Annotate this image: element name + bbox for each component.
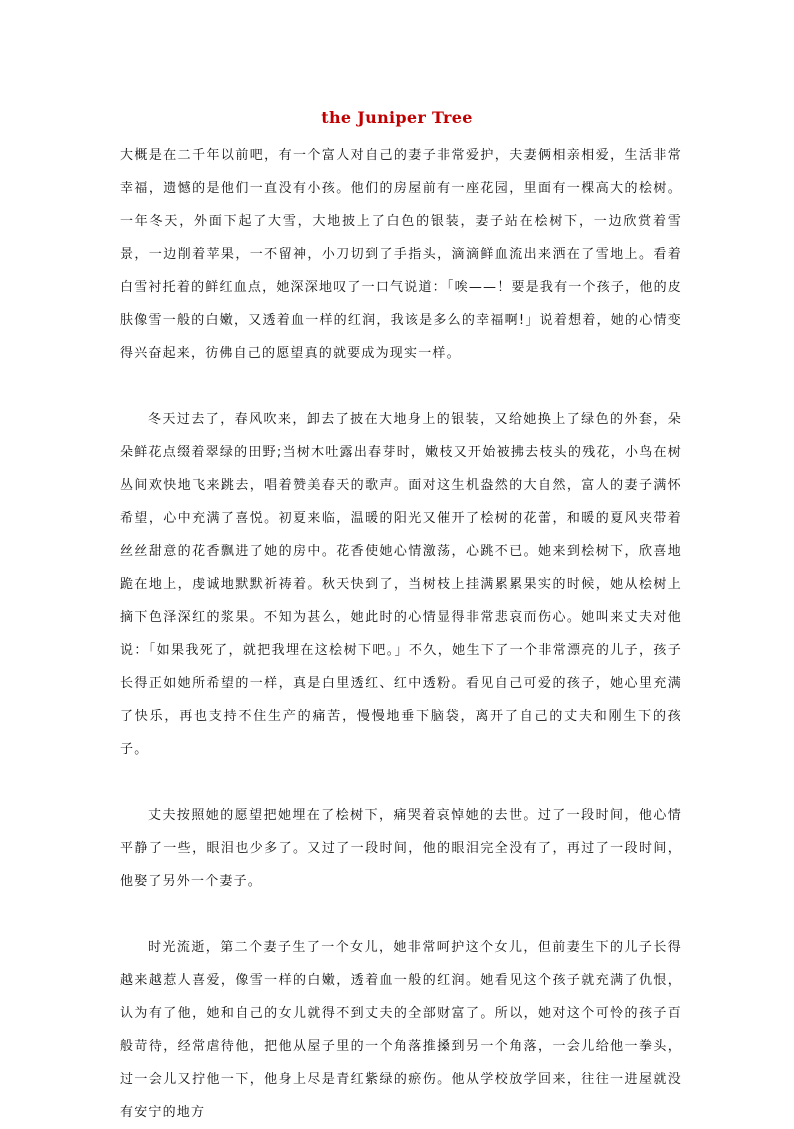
paragraph-2: 冬天过去了，春风吹来，卸去了披在大地身上的银装，又给她换上了绿色的外套，朵朵鲜花点缀着翠绿的田野;当树木吐露出春芽时，嫩枝又开始被拂去枝头的残花，小鸟在树丛间欢快地飞来跳去，唱着赞美春天的歌声。面对这生机盎然的大自然，富人的妻子满怀希望，心中充满了喜悦。初夏来临，温暖的阳光又催开了桧树的花蕾，和暖的夏风夹带着丝丝甜意的花香飘进了她的房中。花香使她心情激荡，心跳不已。她来到桧树下，欣喜地跪在地上，虔诚地默默祈祷着。秋天快到了，当树枝上挂满累累果实的时候，她从桧树上摘下色泽深红的浆果。不知为甚么，她此时的心情显得非常悲哀而伤心。她叫来丈夫对他说：「如果我死了，就把我埋在这桧树下吧。」不久，她生下了一个非常漂亮的儿子，孩子长得正如她所希望的一样，真是白里透红、红中透粉。看见自己可爱的孩子，她心里充满了快乐，再也支持不住生产的痛苦，慢慢地垂下脑袋，离开了自己的丈夫和刚生下的孩子。 <box>120 412 682 757</box>
paragraph-4: 时光流逝，第二个妻子生了一个女儿，她非常呵护这个女儿，但前妻生下的儿子长得越来越惹人喜爱，像雪一样的白嫩，透着血一般的红润。她看见这个孩子就充满了仇恨，认为有了他，她和自己的女儿就得不到丈夫的全部财富了。所以，她对这个可怜的孩子百般苛待，经常虐待他，把他从屋子里的一个角落推搡到另一个角落，一会儿给他一拳头，过一会儿又拧他一下，他身上尽是青红紫绿的瘀伤。他从学校放学回来，往往一进屋就没有安宁的地方 <box>120 940 682 1120</box>
document-body <box>120 139 682 1129</box>
document-title: the Juniper Tree <box>321 108 473 127</box>
paragraph-3: 丈夫按照她的愿望把她埋在了桧树下，痛哭着哀悼她的去世。过了一段时间，他心情平静了一些，眼泪也少多了。又过了一段时间，他的眼泪完全没有了，再过了一段时间，他娶了另外一个妻子。 <box>120 808 682 889</box>
paragraph-spacer <box>120 370 682 403</box>
paragraph-spacer <box>120 898 682 931</box>
paragraph-1: 大概是在二千年以前吧，有一个富人对自己的妻子非常爱护，夫妻俩相亲相爱，生活非常幸福，遗憾的是他们一直没有小孩。他们的房屋前有一座花园，里面有一棵高大的桧树。一年冬天，外面下起了大雪，大地披上了白色的银装，妻子站在桧树下，一边欣赏着雪景，一边削着苹果，一不留神，小刀切到了手指头，滴滴鲜血流出来洒在了雪地上。看着白雪衬托着的鲜红血点，她深深地叹了一口气说道：「唉——！要是我有一个孩子，他的皮肤像雪一般的白嫩，又透着血一样的红润，我该是多么的幸福啊!」说着想着，她的心情变得兴奋起来，彷佛自己的愿望真的就要成为现实一样。 <box>120 148 682 361</box>
paragraph-spacer <box>120 766 682 799</box>
